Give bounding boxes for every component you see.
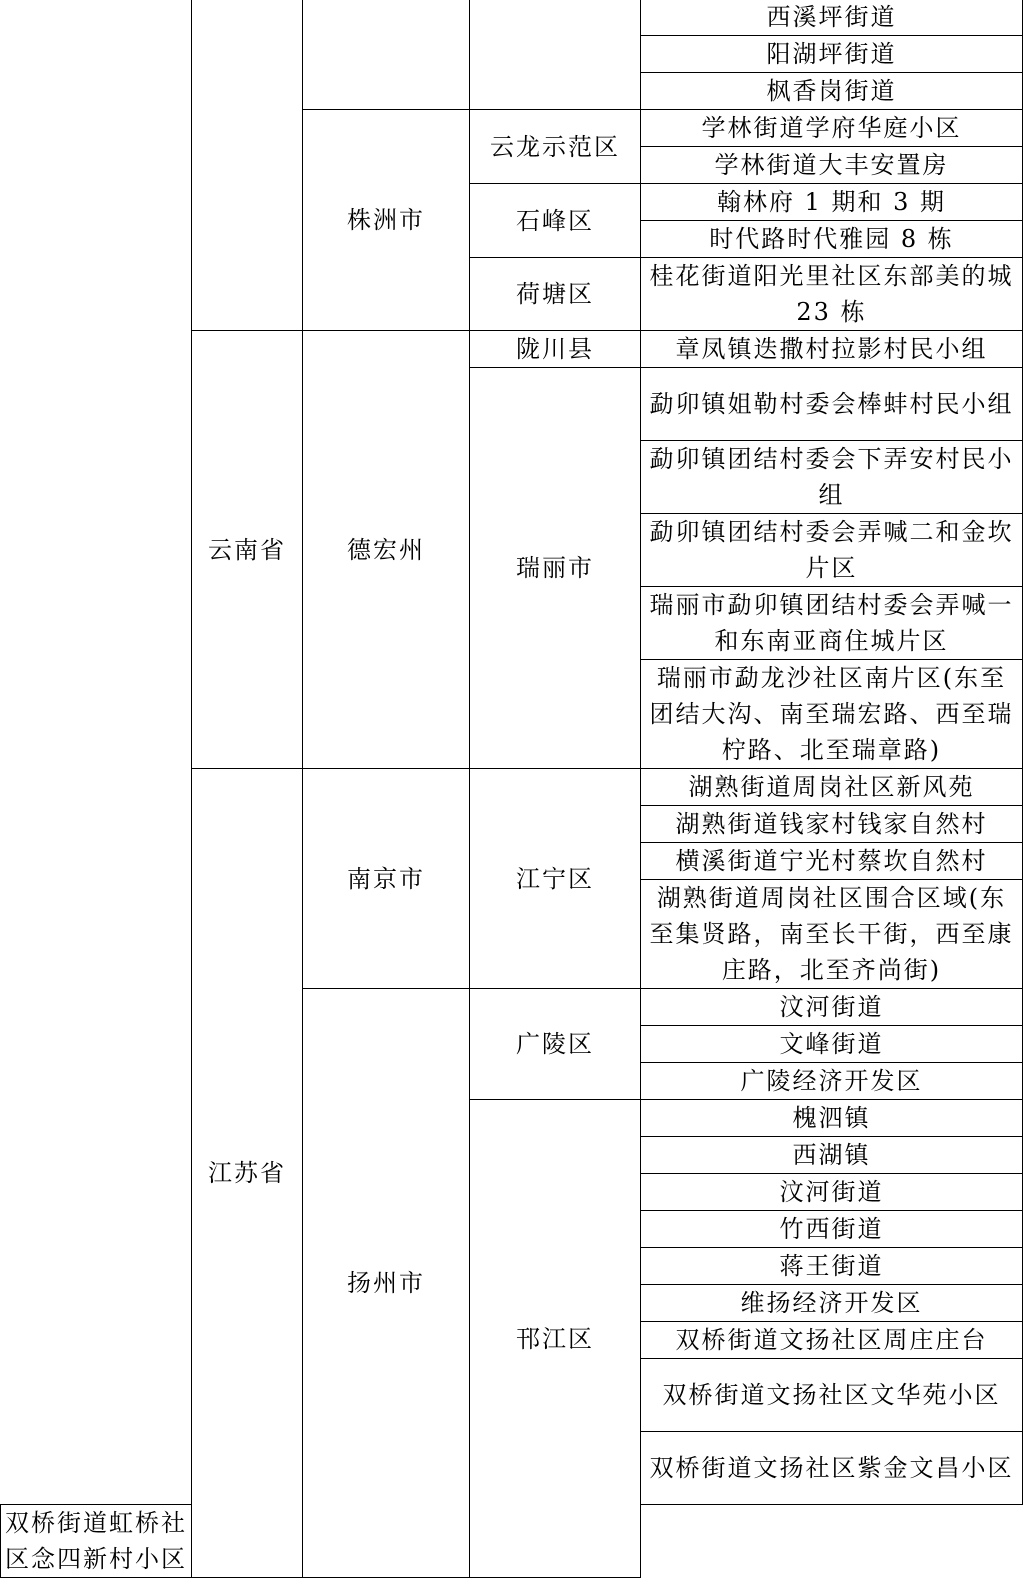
- area-cell: 槐泗镇: [641, 1100, 1023, 1137]
- area-cell: 双桥街道文扬社区紫金文昌小区: [641, 1432, 1023, 1505]
- district-cell: 陇川县: [470, 331, 641, 368]
- area-cell: 瑞丽市勐龙沙社区南片区(东至团结大沟、南至瑞宏路、西至瑞柠路、北至瑞章路): [641, 660, 1023, 769]
- area-cell: 学林街道学府华庭小区: [641, 110, 1023, 147]
- area-cell: 竹西街道: [641, 1211, 1023, 1248]
- city-cell: 株洲市: [303, 110, 470, 331]
- district-cell: 广陵区: [470, 989, 641, 1100]
- province-cell: 江苏省: [192, 769, 303, 1578]
- district-cell: 荷塘区: [470, 258, 641, 331]
- city-cell: [303, 0, 470, 110]
- area-cell: 勐卯镇团结村委会下弄安村民小组: [641, 441, 1023, 514]
- area-cell: 学林街道大丰安置房: [641, 147, 1023, 184]
- area-cell: 汶河街道: [641, 1174, 1023, 1211]
- area-cell: 勐卯镇姐勒村委会棒蚌村民小组: [641, 368, 1023, 441]
- index-cell: [1, 0, 192, 1505]
- area-cell: 桂花街道阳光里社区东部美的城 23 栋: [641, 258, 1023, 331]
- district-cell: 瑞丽市: [470, 368, 641, 769]
- area-cell: 章凤镇迭撒村拉影村民小组: [641, 331, 1023, 368]
- city-cell: 扬州市: [303, 989, 470, 1578]
- district-cell: 云龙示范区: [470, 110, 641, 184]
- district-cell: 邗江区: [470, 1100, 641, 1578]
- area-cell: 双桥街道虹桥社区念四新村小区: [1, 1505, 192, 1578]
- city-cell: 南京市: [303, 769, 470, 989]
- area-cell: 翰林府 1 期和 3 期: [641, 184, 1023, 221]
- area-cell: 广陵经济开发区: [641, 1063, 1023, 1100]
- district-cell: 石峰区: [470, 184, 641, 258]
- area-cell: 双桥街道文扬社区文华苑小区: [641, 1359, 1023, 1432]
- area-cell: 湖熟街道周岗社区新风苑: [641, 769, 1023, 806]
- area-cell: 维扬经济开发区: [641, 1285, 1023, 1322]
- area-cell: 勐卯镇团结村委会弄喊二和金坎片区: [641, 514, 1023, 587]
- area-cell: 双桥街道文扬社区周庄庄台: [641, 1322, 1023, 1359]
- area-cell: 横溪街道宁光村蔡坎自然村: [641, 843, 1023, 880]
- district-cell: [470, 0, 641, 110]
- area-cell: 枫香岗街道: [641, 73, 1023, 110]
- area-cell: 蒋王街道: [641, 1248, 1023, 1285]
- table-row: [1, 0, 1023, 36]
- area-cell: 西溪坪街道: [641, 0, 1023, 36]
- area-cell: 湖熟街道周岗社区围合区域(东至集贤路，南至长干街，西至康庄路，北至齐尚街): [641, 880, 1023, 989]
- province-cell: 云南省: [192, 331, 303, 769]
- area-cell: 瑞丽市勐卯镇团结村委会弄喊一和东南亚商住城片区: [641, 587, 1023, 660]
- city-cell: 德宏州: [303, 331, 470, 769]
- province-cell: [192, 0, 303, 331]
- district-cell: 江宁区: [470, 769, 641, 989]
- area-cell: 汶河街道: [641, 989, 1023, 1026]
- area-cell: 文峰街道: [641, 1026, 1023, 1063]
- area-cell: 湖熟街道钱家村钱家自然村: [641, 806, 1023, 843]
- area-cell: 时代路时代雅园 8 栋: [641, 221, 1023, 258]
- area-cell: 阳湖坪街道: [641, 36, 1023, 73]
- area-cell: 西湖镇: [641, 1137, 1023, 1174]
